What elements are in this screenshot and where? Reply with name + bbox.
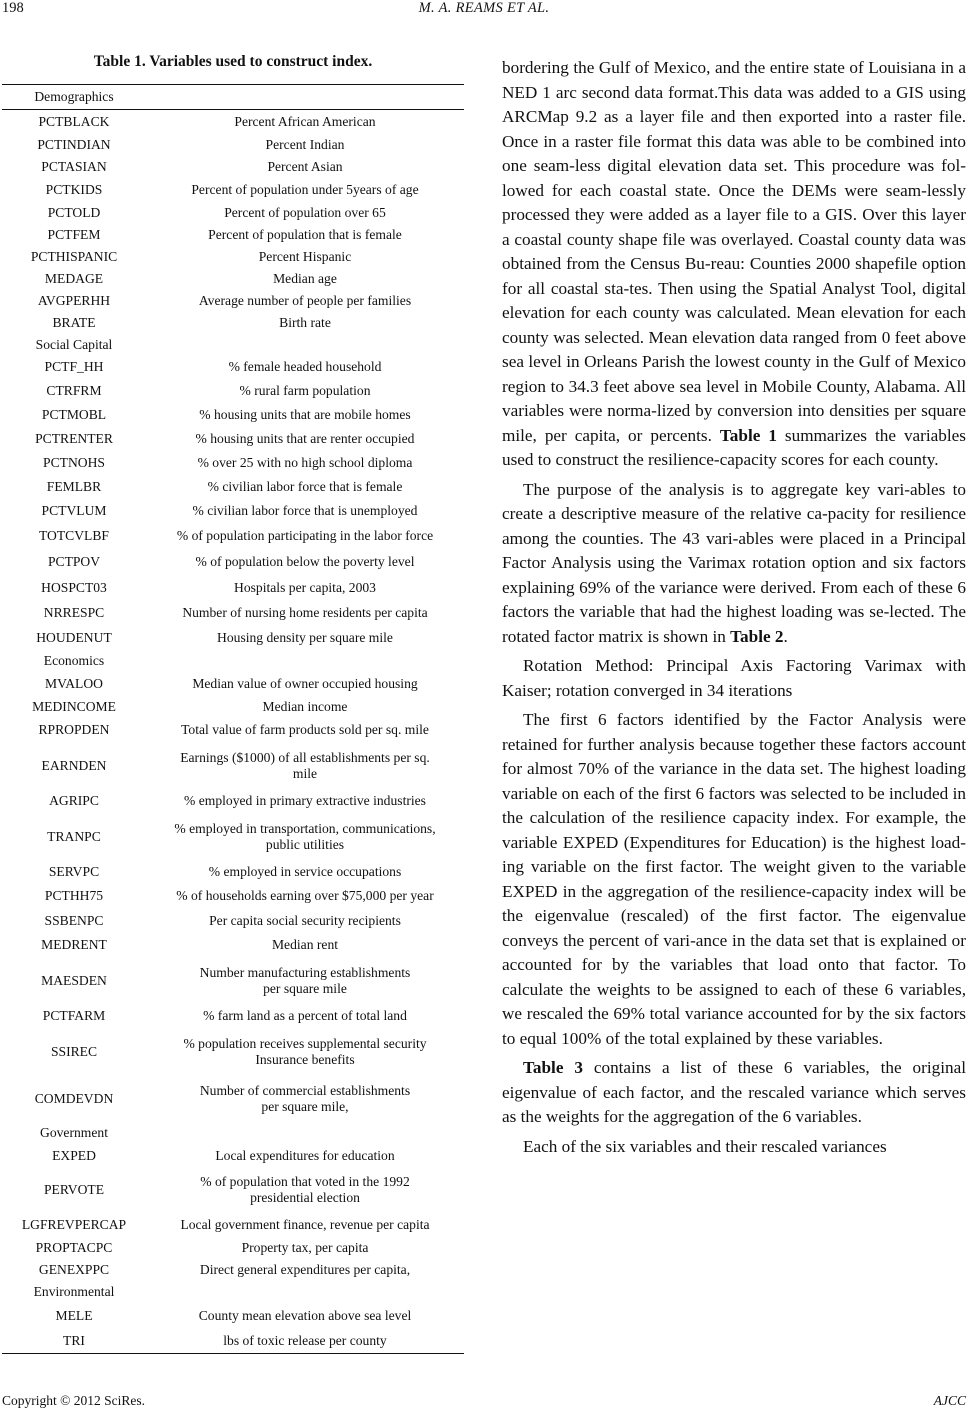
paragraph: The first 6 factors identified by the Factor Analysis were retained for further analysis because together these factors account for almost 70% of the variance in the data set. The highest loading variable on each of the first 6 factors was selected to be included in the calculation of the resilience capacity index. For example, the variable EXPED (Expenditures for Education) is the highest load-ing variable on the first factor. The weight given to the variable EXPED in the aggregation of the resilience-capacity index will be the eigenvalue (rescaled) of the first factor. The eigenvalue conveys the percent of vari-ance in the data set that is explained or accounted for by the variables that load onto that factor. To calculate the weights to be assigned to each of these 6 variables, we rescaled the 69% total variance accounted for by the six factors to equal 100% of the total explained by these variables.: [502, 710, 966, 1048]
table-row: [2, 575, 464, 600]
variable-code: PCTASIAN: [41, 159, 107, 174]
table-row: [2, 1303, 464, 1329]
variable-description: [146, 750, 464, 782]
table-reference: Table 2: [730, 626, 784, 646]
table-row: [2, 1259, 464, 1281]
variable-code: PCTFEM: [47, 227, 101, 242]
variable-description: Percent African American: [234, 113, 376, 129]
table-row: [2, 499, 464, 523]
description-line: Number of commercial establishments: [199, 1082, 411, 1098]
table-row: [2, 1144, 464, 1167]
description-line: Insurance benefits: [255, 1051, 355, 1067]
table-row: [2, 908, 464, 933]
variable-code: PCTOLD: [47, 204, 101, 220]
variable-description: % rural farm population: [239, 383, 371, 398]
table-row: [2, 133, 464, 156]
table-section-row: [2, 334, 464, 355]
variable-description: [146, 1083, 464, 1115]
variable-code: TRANPC: [47, 828, 101, 844]
variable-code: EXPED: [52, 1147, 96, 1163]
table-section-row: [2, 1122, 464, 1144]
variable-code: PERVOTE: [43, 1182, 105, 1197]
variable-code: PCTINDIAN: [37, 136, 111, 152]
table-row: [2, 1075, 464, 1122]
variable-description: % employed in primary extractive industries: [184, 793, 426, 808]
variable-code: PCTKIDS: [45, 181, 103, 197]
variable-description: % civilian labor force that is unemployed: [192, 503, 418, 518]
variable-code: COMDEVDN: [34, 1090, 114, 1106]
description-line: presidential election: [250, 1190, 360, 1205]
page-number: 198: [2, 0, 24, 16]
table-row: [2, 1167, 464, 1213]
paragraph-text: bordering the Gulf of Mexico, and the entire state of Louisiana in a NED 1 arc second data format.This data was added to a GIS using ARCMap 9.2 as a layer file and then exported into a raster file. Once in a raster file format this data was able to be combined into one seam-less digital elevation data set. This procedure was fol-lowed for each coastal state. Once the DEMs were seam-lessly processed they were added as a layer file to a GIS. Over this layer a coastal county shape file was overlayed. Coastal county data was obtained from the Census Bu-reau: Counties 2000 shapefile option for all coastal sta-tes. Then using the Spatial Analyst Tool, digital elevation for each county was calculated. Mean elevation for each county was selected. Mean elevation data ranged from 0 feet above sea level in Orleans Parish the lowest county in the Gulf of Mexico region to 34.3 feet above sea level in Mobile County, Alabama. All variables were norma-lized by conversion into densities per square mile, per capita, or percents.: [502, 58, 966, 445]
paragraph: [502, 56, 966, 473]
table-row: [2, 290, 464, 312]
table-row: [2, 1004, 464, 1028]
variable-description: Direct general expenditures per capita,: [199, 1262, 411, 1277]
variable-code: MEDINCOME: [32, 699, 116, 714]
variable-code: PCTHISPANIC: [30, 249, 118, 264]
variable-code: PROPTACPC: [35, 1240, 113, 1255]
table-body: [2, 84, 464, 1354]
variable-code: FEMLBR: [46, 479, 102, 494]
variable-description: Local government finance, revenue per capita: [180, 1217, 430, 1232]
variable-code: CTRFRM: [46, 383, 102, 398]
description-line: % population receives supplemental security: [183, 1035, 427, 1051]
variable-code: TRI: [63, 1333, 85, 1348]
table-row: [2, 1329, 464, 1353]
variable-description: % farm land as a percent of total land: [203, 1008, 407, 1023]
variable-code: AVGPERHH: [37, 293, 111, 308]
table-caption: Table 1. Variables used to construct index.: [93, 53, 373, 70]
variable-code: PCTBLACK: [38, 113, 110, 129]
table-row: [2, 312, 464, 334]
variable-description: Housing density per square mile: [217, 630, 393, 645]
table-reference: Table 3: [523, 1058, 583, 1077]
variable-description: % housing units that are renter occupied: [195, 431, 415, 446]
variable-code: RPROPDEN: [38, 722, 110, 737]
description-line: Number manufacturing establishments: [199, 964, 411, 980]
variable-description: Median income: [262, 699, 348, 714]
body-text: [502, 56, 966, 1164]
variable-code: MAESDEN: [41, 972, 107, 988]
journal-name: AJCC: [933, 1393, 966, 1408]
variable-description: Percent of population under 5years of age: [191, 181, 419, 197]
variable-description: % of households earning over $75,000 per year: [176, 888, 434, 903]
variable-description: Average number of people per families: [198, 293, 412, 308]
table-row: [2, 427, 464, 451]
variable-code: PCTF_HH: [44, 359, 104, 374]
paragraph: Rotation Method: Principal Axis Factoring Varimax with Kaiser; rotation converged in 34 iterations: [502, 656, 966, 700]
variable-code: PCTMOBL: [41, 407, 107, 422]
variable-code: PCTFARM: [42, 1008, 106, 1023]
description-line: % employed in transportation, communications,: [174, 820, 436, 836]
copyright: Copyright © 2012 SciRes.: [2, 1393, 146, 1408]
running-head-text: M. A. REAMS ET AL.: [418, 0, 550, 16]
section-label: Economics: [43, 653, 105, 668]
table-row: [2, 178, 464, 201]
table-row: [2, 626, 464, 650]
variable-description: Total value of farm products sold per sq. mile: [181, 722, 429, 737]
table-row: [2, 403, 464, 427]
table-row: [2, 789, 464, 813]
variable-description: Birth rate: [279, 315, 331, 330]
variable-description: Per capita social security recipients: [209, 912, 401, 928]
variable-code: AGRIPC: [49, 793, 99, 808]
variable-description: % of population below the poverty level: [195, 554, 415, 569]
section-label: Demographics: [34, 89, 114, 104]
variable-description: Percent Indian: [265, 136, 345, 152]
table-row: [2, 156, 464, 178]
variable-code: HOSPCT03: [41, 579, 107, 595]
table-row: [2, 246, 464, 268]
table-row: [2, 268, 464, 290]
variable-code: NRRESPC: [43, 605, 105, 620]
table-row: [2, 224, 464, 246]
variable-description: Median age: [273, 271, 337, 286]
section-label: Social Capital: [35, 336, 113, 352]
paragraph-text: The purpose of the analysis is to aggregate key vari-ables to create a descriptive measure of the relative ca-pacity for resilience among the counties. The 43 vari-ables were placed in a Principal Factor Analysis using the Varimax rotation option and six factors explaining 69% of the variance were derived. From each of these 6 factors the variable that had the highest loading was se-lected. The rotated factor matrix is shown in: [502, 479, 966, 646]
variable-description: [146, 965, 464, 997]
variable-description: Hospitals per capita, 2003: [234, 579, 376, 595]
variable-description: lbs of toxic release per county: [223, 1333, 387, 1348]
variable-code: PCTPOV: [47, 554, 101, 569]
table-row: [2, 1237, 464, 1259]
variable-description: Local expenditures for education: [215, 1147, 395, 1163]
variable-description: County mean elevation above sea level: [198, 1308, 412, 1323]
variable-description: % housing units that are mobile homes: [199, 407, 411, 422]
table-row: [2, 933, 464, 957]
paragraph: [502, 1056, 966, 1130]
variable-code: PCTNOHS: [43, 455, 105, 470]
variable-description: Median value of owner occupied housing: [192, 676, 418, 691]
variable-code: SSIREC: [50, 1043, 98, 1059]
variable-description: [146, 821, 464, 853]
variable-description: [146, 1036, 464, 1068]
table-row: [2, 523, 464, 549]
page-header: [0, 0, 968, 24]
variable-description: % of population participating in the labor force: [176, 528, 434, 543]
table-row: [2, 201, 464, 224]
table-reference: Table 1: [719, 425, 777, 445]
table-row: [2, 1213, 464, 1237]
running-head: [0, 0, 968, 17]
table-row: [2, 110, 464, 133]
table-row: [2, 379, 464, 403]
table-row: [2, 860, 464, 884]
table-row: [2, 718, 464, 742]
variable-code: MEDAGE: [44, 271, 104, 286]
variable-code: MVALOO: [45, 676, 103, 691]
paragraph: [502, 478, 966, 650]
variable-code: BRATE: [52, 315, 96, 330]
variable-description: Median rent: [271, 937, 339, 952]
variable-description: Percent Asian: [267, 159, 343, 174]
variable-code: PCTVLUM: [41, 503, 107, 518]
variable-code: SERVPC: [48, 864, 100, 879]
variable-code: EARNDEN: [41, 757, 107, 773]
description-line: per square mile: [263, 980, 347, 996]
table-section-row: [2, 85, 464, 110]
variable-code: TOTCVLBF: [39, 528, 109, 543]
variable-description: Number of nursing home residents per capita: [182, 605, 428, 620]
variable-code: SSBENPC: [44, 912, 104, 928]
table-row: [2, 884, 464, 908]
section-label: Government: [40, 1125, 108, 1140]
variable-description: Percent Hispanic: [258, 249, 352, 264]
table-row: [2, 742, 464, 789]
table-row: [2, 475, 464, 499]
variable-code: GENEXPPC: [38, 1262, 110, 1277]
table-row: [2, 451, 464, 475]
table-1: [2, 50, 464, 1354]
table-row: [2, 813, 464, 860]
table-row: [2, 672, 464, 696]
variable-code: HOUDENUT: [36, 630, 112, 645]
variable-code: PCTRENTER: [35, 431, 113, 446]
description-line: Earnings ($1000) of all establishments per sq.: [180, 749, 430, 765]
variable-description: Property tax, per capita: [241, 1240, 369, 1255]
description-line: mile: [292, 765, 318, 781]
table-section-row: [2, 650, 464, 672]
variable-description: % female headed household: [228, 359, 382, 374]
table-row: [2, 549, 464, 575]
variable-description: Percent of population that is female: [208, 227, 402, 242]
variable-code: MELE: [55, 1308, 93, 1323]
page-footer: [0, 1393, 968, 1413]
variable-code: MEDRENT: [41, 937, 107, 952]
paragraph-text: .: [783, 626, 788, 646]
description-line: % of population that voted in the 1992: [200, 1174, 410, 1189]
description-line: public utilities: [265, 836, 345, 852]
section-label: Environmental: [33, 1284, 115, 1299]
table-row: [2, 696, 464, 718]
variable-description: % employed in service occupations: [208, 864, 402, 879]
table-row: [2, 355, 464, 379]
table-section-row: [2, 1281, 464, 1303]
paragraph: Each of the six variables and their rescaled variances: [523, 1136, 887, 1156]
variable-description: % over 25 with no high school diploma: [197, 455, 413, 470]
variable-code: LGFREVPERCAP: [21, 1217, 127, 1232]
table-row: [2, 600, 464, 626]
table-row: [2, 1028, 464, 1075]
description-line: per square mile,: [261, 1098, 349, 1114]
variable-description: % civilian labor force that is female: [207, 479, 403, 494]
variable-description: Percent of population over 65: [224, 204, 386, 220]
paragraph-text: contains a list of these 6 variables, the original eigenvalue of each factor, and the rescaled variance which serves as the weights for the aggregation of the 6 variables.: [502, 1058, 966, 1126]
paragraph-text: summarizes the variables used to construct the resilience-capacity scores for each county.: [502, 425, 966, 469]
table-row: [2, 957, 464, 1004]
variable-code: PCTHH75: [44, 888, 104, 903]
variable-description: [146, 1174, 464, 1206]
